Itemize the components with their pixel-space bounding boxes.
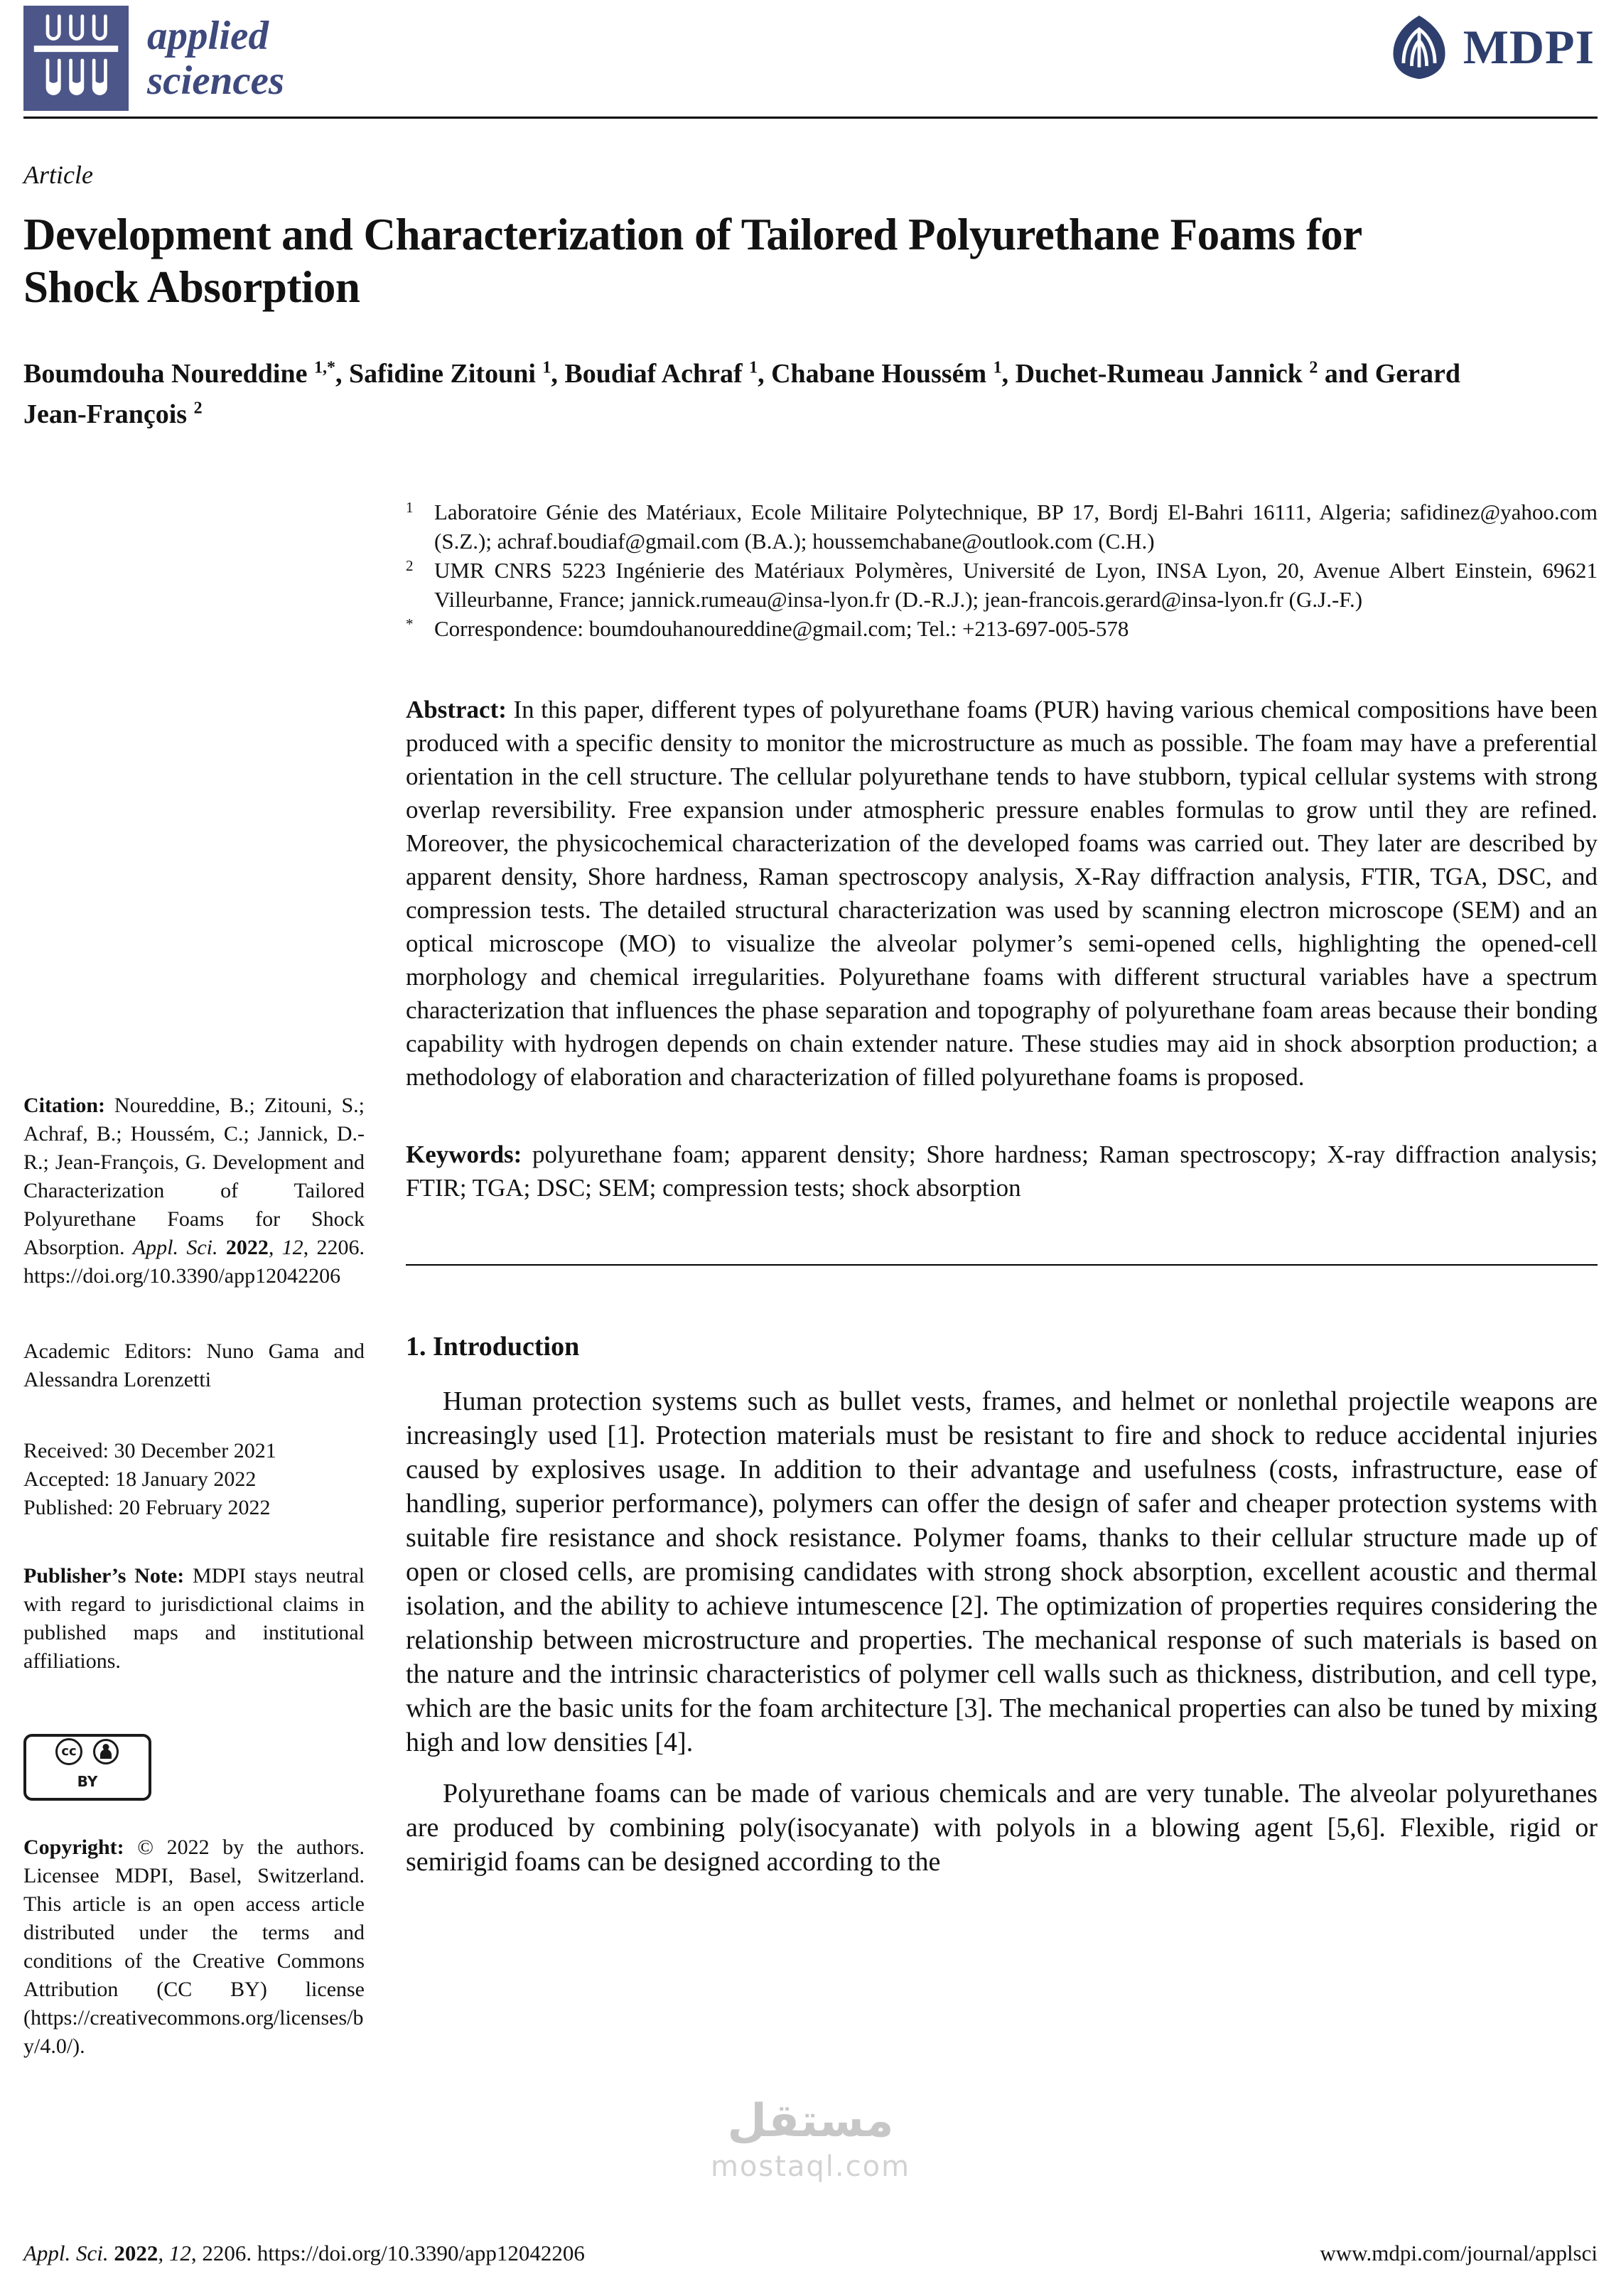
watermark-domain: mostaql.com	[710, 2150, 911, 2183]
author-name: , Safidine Zitouni	[335, 358, 543, 389]
publishers-note-text: MDPI stays neutral with regard to jurisdictional claims in published maps and institutional affiliations.	[23, 1563, 365, 1673]
content-grid	[23, 497, 1598, 2061]
journal-brand	[23, 6, 284, 111]
abstract	[406, 693, 1598, 1094]
affiliation-text: Correspondence: boumdouhanoureddine@gmail.com; Tel.: +213-697-005-578	[434, 615, 1129, 641]
body-paragraph: Human protection systems such as bullet vests, frames, and helmet or nonlethal projectile weapons are increasingly used [1]. Protection materials must be resistant to fire and shock to reduce accidental injuries caused by explosives usage. In addition to their advantage and usefulness (costs, infrastructure, ease of handling, superior performance), polymers can offer the design of safer and cheaper protection systems with suitable fire resistance and shock resistance. Polymer foams, thanks to their cellular structure made up of open or closed cells, are promising candidates with strong shock absorption, excellent acoustic and thermal isolation, and the ability to achieve intumescence [2]. The optimization of properties requires considering the relationship between microstructure and properties. The mechanical response of such materials is based on the nature and the intrinsic characteristics of polymer cell walls such as thickness, distribution, and cell type, which are the basic units for the foam architecture [3]. The mechanical properties can also be tuned by mixing high and low densities [4].	[406, 1386, 1598, 1758]
footer-doi-link[interactable]: , 2206. https://doi.org/10.3390/app12042206	[190, 2241, 585, 2265]
affiliation-row	[406, 614, 1598, 643]
introduction-paragraphs	[406, 1384, 1598, 1879]
affiliation-text: UMR CNRS 5223 Ingénierie des Matériaux Polymères, Université de Lyon, INSA Lyon, 20, Avenue Albert Einstein, 69621 Villeurbanne, France; jannick.rumeau@insa-lyon.fr (D.-R.J.); jean-francois.gerard@insa-lyon.fr (G.J.-F.)	[434, 557, 1598, 612]
mdpi-logo	[1385, 13, 1595, 81]
copyright-text: © 2022 by the authors. Licensee MDPI, Basel, Switzerland. This article is an open access article distributed under the terms and conditions of the Creative Commons Attribution (CC BY) license (https://creativecommons.org/licenses/by/4.0/).	[23, 1835, 365, 2058]
author-affiliation-marker: 1	[749, 358, 758, 377]
footer-citation	[23, 2241, 585, 2266]
cc-by-badge-icons	[55, 1738, 119, 1765]
affiliation-marker: 2	[406, 556, 414, 574]
citation-label: Citation:	[23, 1093, 114, 1117]
history-dates	[23, 1437, 365, 1522]
affiliation-text: Laboratoire Génie des Matériaux, Ecole Militaire Polytechnique, BP 17, Bordj El-Bahri 16111, Algeria; safidinez@yahoo.com (S.Z.); achraf.boudiaf@gmail.com (B.A.); houssemchabane@outlook.com (C.H.)	[434, 499, 1598, 554]
cc-icon: cc	[55, 1738, 82, 1765]
affiliation-marker: *	[406, 615, 414, 632]
citation-volume: , 12	[268, 1235, 303, 1259]
received-date: Received: 30 December 2021	[23, 1438, 276, 1462]
academic-editors: Academic Editors: Nuno Gama and Alessandra Lorenzetti	[23, 1339, 365, 1391]
footer-year: 2022	[114, 2241, 158, 2265]
left-sidebar	[23, 497, 365, 2061]
journal-name-line1: applied	[147, 14, 269, 58]
applied-sciences-logo-icon	[23, 6, 129, 111]
journal-name-line2: sciences	[147, 58, 285, 103]
journal-header	[23, 6, 1598, 111]
citation-journal: Appl. Sci.	[132, 1235, 226, 1259]
copyright-label: Copyright:	[23, 1835, 138, 1859]
journal-name	[147, 14, 284, 103]
watermark-arabic: مستقل	[727, 2095, 894, 2147]
affiliations-list	[406, 497, 1598, 643]
author-affiliation-marker: 2	[1309, 358, 1318, 377]
body-paragraph: Polyurethane foams can be made of various chemicals and are very tunable. The alveolar polyurethanes are produced by combining poly(isocyanate) with polyols in a blowing agent [5,6]. Flexible, rigid or semirigid foams can be designed according to the	[406, 1779, 1598, 1877]
affiliation-row	[406, 497, 1598, 556]
publishers-note-label: Publisher’s Note:	[23, 1563, 193, 1588]
author-affiliation-marker: 1	[542, 358, 551, 377]
accepted-date: Accepted: 18 January 2022	[23, 1467, 257, 1491]
author-name: , Chabane Houssém	[758, 358, 993, 389]
footer-journal: Appl. Sci.	[23, 2241, 114, 2265]
affiliation-row	[406, 556, 1598, 614]
author-affiliation-marker: 1,*	[313, 358, 335, 377]
affiliation-marker: 1	[406, 498, 414, 516]
authors	[23, 354, 1480, 435]
header-rule	[23, 117, 1598, 119]
author-name: , Duchet-Rumeau Jannick	[1001, 358, 1310, 389]
keywords-label: Keywords:	[406, 1140, 532, 1168]
footer-volume: , 12	[158, 2241, 191, 2265]
cc-by-badge[interactable]	[23, 1734, 151, 1801]
author-name: Boumdouha Noureddine	[23, 358, 314, 389]
paper-title: Development and Characterization of Tailored Polyurethane Foams for Shock Absorption	[23, 210, 1362, 313]
section-heading-introduction: 1. Introduction	[406, 1331, 580, 1362]
article-type-label: Article	[23, 161, 93, 189]
author-name: and Gerard Jean-François	[23, 358, 1460, 429]
keywords-text: polyurethane foam; apparent density; Shore hardness; Raman spectroscopy; X-ray diffraction analysis; FTIR; TGA; DSC; SEM; compression tests; shock absorption	[406, 1140, 1598, 1202]
person-icon	[92, 1738, 119, 1765]
citation-text: Noureddine, B.; Zitouni, S.; Achraf, B.; Houssém, C.; Jannick, D.-R.; Jean-François, G. Development and Characterization of Tailored Polyurethane Foams for Shock Absorption.	[23, 1093, 365, 1259]
copyright-block	[23, 1833, 365, 2061]
footer-journal-url[interactable]: www.mdpi.com/journal/applsci	[1320, 2241, 1598, 2265]
mdpi-emblem-icon	[1385, 13, 1453, 81]
author-affiliation-marker: 1	[993, 358, 1002, 377]
author-affiliation-marker: 2	[193, 399, 203, 417]
published-date: Published: 20 February 2022	[23, 1495, 271, 1519]
main-column	[406, 497, 1598, 1880]
page-footer	[23, 2241, 1598, 2266]
publishers-note	[23, 1562, 365, 1676]
citation-block	[23, 1092, 365, 1290]
abstract-text: In this paper, different types of polyurethane foams (PUR) having various chemical compositions have been produced with a specific density to monitor the microstructure as much as possible. The foam may have a preferential orientation in the cell structure. The cellular polyurethane tends to have stubborn, typical cellular systems with strong overlap reversibility. Free expansion under atmospheric pressure enables formulas to grow until they are refined. Moreover, the physicochemical characterization of the developed foams was carried out. They later are described by apparent density, Shore hardness, Raman spectroscopy analysis, X-Ray diffraction analysis, FTIR, TGA, DSC, and compression tests. The detailed structural characterization was used by scanning electron microscope (SEM) and an optical microscope (MO) to visualize the alveolar polymer’s semi-opened cells, highlighting the opened-cell morphology and chemical irregularities. Polyurethane foams with different structural variables have a spectrum characterization that influences the phase separation and topography of polyurethane foam areas because their bonding capability with hydrogen depends on chain extender nature. These studies may aid in shock absorption production; a methodology of elaboration and characterization of filled polyurethane foams is proposed.	[406, 695, 1598, 1091]
citation-doi-link[interactable]: , 2206. https://doi.org/10.3390/app12042206	[23, 1235, 365, 1288]
section-divider	[406, 1264, 1598, 1266]
cc-by-label: BY	[77, 1773, 98, 1791]
keywords	[406, 1138, 1598, 1204]
author-name: , Boudiaf Achraf	[551, 358, 750, 389]
watermark	[0, 2095, 1621, 2183]
mdpi-wordmark: MDPI	[1463, 19, 1595, 74]
citation-year: 2022	[225, 1235, 269, 1259]
abstract-label: Abstract:	[406, 695, 514, 723]
